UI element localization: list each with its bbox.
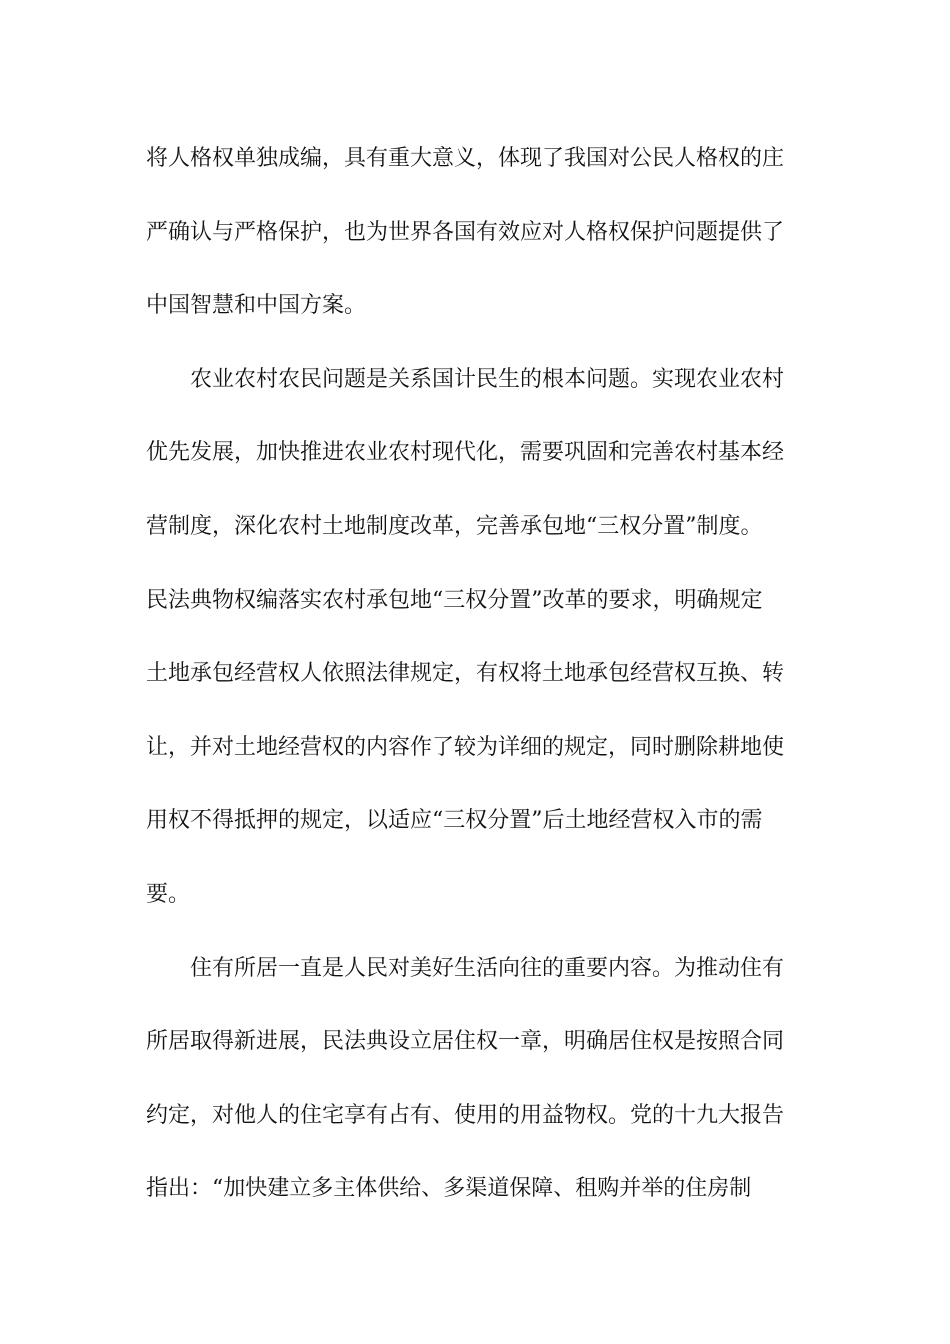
text-line: 让，并对土地经营权的内容作了较为详细的规定，同时删除耕地使 xyxy=(146,734,785,760)
paragraph xyxy=(146,122,806,343)
paragraph xyxy=(146,343,806,932)
text-line: 指出：“加快建立多主体供给、多渠道保障、租购并举的住房制 xyxy=(146,1176,752,1202)
text-line: 民法典物权编落实农村承包地“三权分置”改革的要求，明确规定 xyxy=(146,587,763,613)
text-line: 农业农村农民问题是关系国计民生的根本问题。实现农业农村 xyxy=(190,366,785,392)
document-body xyxy=(146,122,806,1226)
text-line: 约定，对他人的住宅享有占有、使用的用益物权。党的十九大报告 xyxy=(146,1102,785,1128)
text-line: 将人格权单独成编，具有重大意义，体现了我国对公民人格权的庄 xyxy=(146,146,785,171)
text-line: 住有所居一直是人民对美好生活向往的重要内容。为推动住有 xyxy=(190,955,785,981)
text-line: 所居取得新进展，民法典设立居住权一章，明确居住权是按照合同 xyxy=(146,1029,785,1055)
text-line: 用权不得抵押的规定，以适应“三权分置”后土地经营权入市的需 xyxy=(146,808,763,834)
text-line: 优先发展，加快推进农业农村现代化，需要巩固和完善农村基本经 xyxy=(146,440,785,466)
text-line: 要。 xyxy=(146,881,191,907)
text-line: 严确认与严格保护，也为世界各国有效应对人格权保护问题提供了 xyxy=(146,219,785,245)
text-line: 中国智慧和中国方案。 xyxy=(146,293,367,319)
text-line: 营制度，深化农村土地制度改革，完善承包地“三权分置”制度。 xyxy=(146,513,763,539)
paragraph xyxy=(146,932,806,1226)
text-line: 土地承包经营权人依照法律规定，有权将土地承包经营权互换、转 xyxy=(146,661,785,687)
